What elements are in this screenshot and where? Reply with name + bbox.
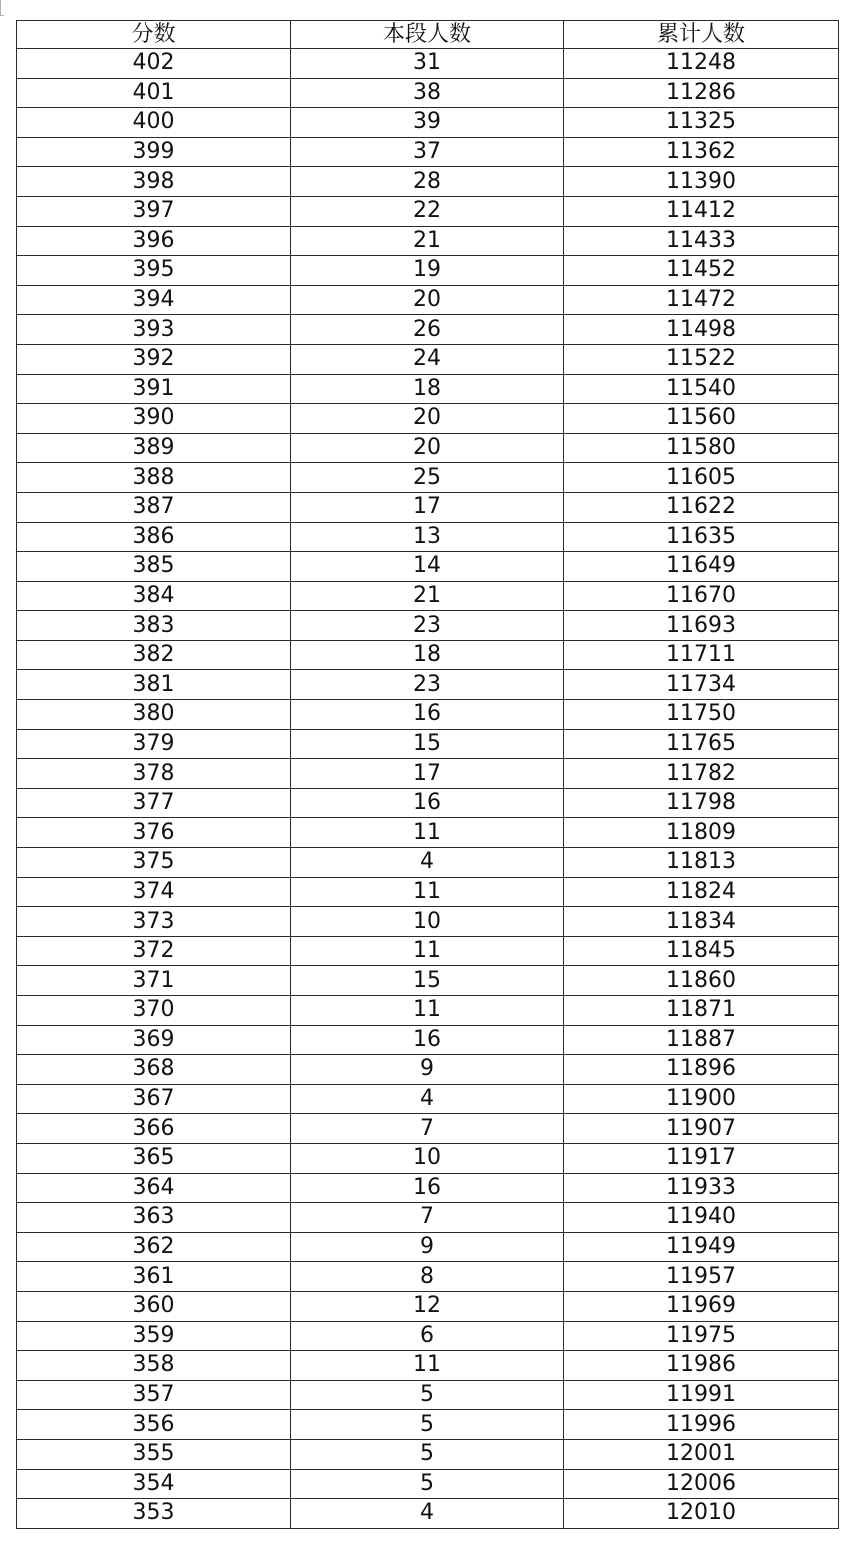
cell-segment-count: 24 [291,344,564,374]
cell-score: 400 [17,108,291,138]
table-row [17,1055,839,1085]
cell-score: 392 [17,344,291,374]
cell-cumulative-count: 11433 [564,226,839,256]
cell-score: 394 [17,285,291,315]
cell-segment-count: 19 [291,256,564,286]
table-row [17,877,839,907]
cell-cumulative-count: 11917 [564,1143,839,1173]
cell-cumulative-count: 11900 [564,1084,839,1114]
table-row [17,611,839,641]
cell-cumulative-count: 11622 [564,492,839,522]
table-row [17,966,839,996]
cell-score: 402 [17,49,291,79]
cell-segment-count: 4 [291,1084,564,1114]
cell-segment-count: 11 [291,818,564,848]
table-row [17,552,839,582]
cell-score: 368 [17,1055,291,1085]
table-row [17,1143,839,1173]
cell-score: 367 [17,1084,291,1114]
cell-score: 355 [17,1439,291,1469]
cell-segment-count: 18 [291,640,564,670]
cell-cumulative-count: 11907 [564,1114,839,1144]
table-row [17,1262,839,1292]
cell-segment-count: 16 [291,1173,564,1203]
cell-score: 385 [17,552,291,582]
cell-segment-count: 8 [291,1262,564,1292]
cell-segment-count: 16 [291,700,564,730]
cell-cumulative-count: 11498 [564,315,839,345]
table-row [17,936,839,966]
cell-cumulative-count: 11969 [564,1291,839,1321]
cell-score: 379 [17,729,291,759]
table-row [17,315,839,345]
table-row [17,1351,839,1381]
cell-cumulative-count: 11986 [564,1351,839,1381]
cell-cumulative-count: 11362 [564,137,839,167]
cell-segment-count: 10 [291,1143,564,1173]
cell-cumulative-count: 11649 [564,552,839,582]
cell-score: 399 [17,137,291,167]
cell-segment-count: 26 [291,315,564,345]
cell-segment-count: 5 [291,1410,564,1440]
cell-cumulative-count: 11635 [564,522,839,552]
cell-segment-count: 22 [291,196,564,226]
cell-segment-count: 12 [291,1291,564,1321]
table-row [17,907,839,937]
table-row [17,1410,839,1440]
cell-score: 364 [17,1173,291,1203]
cell-cumulative-count: 11991 [564,1380,839,1410]
cell-cumulative-count: 11412 [564,196,839,226]
table-row [17,78,839,108]
cell-segment-count: 15 [291,966,564,996]
cell-score: 389 [17,433,291,463]
table-row [17,1291,839,1321]
cell-segment-count: 15 [291,729,564,759]
cell-segment-count: 38 [291,78,564,108]
table-row [17,1469,839,1499]
header-row [17,21,839,49]
table-row [17,167,839,197]
cell-cumulative-count: 11540 [564,374,839,404]
cell-segment-count: 17 [291,759,564,789]
table-row [17,226,839,256]
cell-cumulative-count: 11887 [564,1025,839,1055]
cell-segment-count: 23 [291,611,564,641]
cell-cumulative-count: 11390 [564,167,839,197]
cell-score: 384 [17,581,291,611]
cell-segment-count: 18 [291,374,564,404]
cell-segment-count: 14 [291,552,564,582]
cell-segment-count: 28 [291,167,564,197]
cell-cumulative-count: 11750 [564,700,839,730]
table-row [17,49,839,79]
cell-score: 397 [17,196,291,226]
cell-cumulative-count: 11798 [564,788,839,818]
header-segment-count: 本段人数 [291,21,564,49]
cell-segment-count: 5 [291,1439,564,1469]
cell-score: 357 [17,1380,291,1410]
cell-cumulative-count: 11996 [564,1410,839,1440]
cell-cumulative-count: 11734 [564,670,839,700]
table-row [17,108,839,138]
cell-score: 377 [17,788,291,818]
table-row [17,848,839,878]
table-row [17,818,839,848]
cell-segment-count: 20 [291,404,564,434]
table-row [17,285,839,315]
cell-cumulative-count: 11871 [564,996,839,1026]
cell-score: 398 [17,167,291,197]
table-row [17,1499,839,1529]
cell-score: 372 [17,936,291,966]
table-row [17,640,839,670]
cell-segment-count: 7 [291,1114,564,1144]
cell-cumulative-count: 11670 [564,581,839,611]
cell-cumulative-count: 11286 [564,78,839,108]
cell-segment-count: 9 [291,1055,564,1085]
table-row [17,137,839,167]
cell-score: 370 [17,996,291,1026]
cell-segment-count: 16 [291,1025,564,1055]
cell-score: 354 [17,1469,291,1499]
table-row [17,1084,839,1114]
cell-segment-count: 4 [291,1499,564,1529]
cell-cumulative-count: 11693 [564,611,839,641]
cell-score: 378 [17,759,291,789]
table-row [17,759,839,789]
table-row [17,1203,839,1233]
cell-score: 361 [17,1262,291,1292]
table-row [17,788,839,818]
cell-score: 395 [17,256,291,286]
cell-segment-count: 11 [291,936,564,966]
cell-segment-count: 5 [291,1469,564,1499]
cell-segment-count: 9 [291,1232,564,1262]
score-distribution-table [16,20,839,1529]
table-row [17,374,839,404]
table-row [17,1380,839,1410]
cell-segment-count: 23 [291,670,564,700]
cell-segment-count: 11 [291,996,564,1026]
cell-score: 375 [17,848,291,878]
cell-segment-count: 6 [291,1321,564,1351]
cell-cumulative-count: 11472 [564,285,839,315]
cell-score: 374 [17,877,291,907]
cell-cumulative-count: 11896 [564,1055,839,1085]
cell-cumulative-count: 11782 [564,759,839,789]
cell-score: 359 [17,1321,291,1351]
cell-score: 365 [17,1143,291,1173]
cell-segment-count: 20 [291,433,564,463]
cell-score: 381 [17,670,291,700]
cell-score: 380 [17,700,291,730]
cell-cumulative-count: 11325 [564,108,839,138]
cell-cumulative-count: 11809 [564,818,839,848]
cell-cumulative-count: 11975 [564,1321,839,1351]
cell-score: 390 [17,404,291,434]
cell-cumulative-count: 11711 [564,640,839,670]
cell-cumulative-count: 11933 [564,1173,839,1203]
cell-score: 373 [17,907,291,937]
cell-cumulative-count: 11452 [564,256,839,286]
table-row [17,196,839,226]
cell-score: 358 [17,1351,291,1381]
table-row [17,404,839,434]
cell-score: 383 [17,611,291,641]
cell-score: 387 [17,492,291,522]
table-row [17,1439,839,1469]
cell-score: 353 [17,1499,291,1529]
cell-segment-count: 11 [291,1351,564,1381]
header-score: 分数 [17,21,291,49]
table-row [17,256,839,286]
cell-segment-count: 7 [291,1203,564,1233]
cell-cumulative-count: 11813 [564,848,839,878]
table-row [17,700,839,730]
table-row [17,670,839,700]
table-row [17,996,839,1026]
cell-segment-count: 39 [291,108,564,138]
cell-segment-count: 13 [291,522,564,552]
cell-score: 376 [17,818,291,848]
cell-score: 360 [17,1291,291,1321]
cell-segment-count: 21 [291,581,564,611]
cell-segment-count: 21 [291,226,564,256]
table-row [17,522,839,552]
cell-cumulative-count: 11560 [564,404,839,434]
cell-cumulative-count: 11940 [564,1203,839,1233]
cell-cumulative-count: 11957 [564,1262,839,1292]
cell-score: 401 [17,78,291,108]
cell-score: 396 [17,226,291,256]
cell-cumulative-count: 11522 [564,344,839,374]
cell-cumulative-count: 12006 [564,1469,839,1499]
table-row [17,581,839,611]
cell-segment-count: 16 [291,788,564,818]
cell-cumulative-count: 12001 [564,1439,839,1469]
cell-cumulative-count: 12010 [564,1499,839,1529]
table-header [17,21,839,49]
cell-score: 366 [17,1114,291,1144]
cell-cumulative-count: 11765 [564,729,839,759]
cell-segment-count: 25 [291,463,564,493]
cell-cumulative-count: 11605 [564,463,839,493]
cell-score: 356 [17,1410,291,1440]
cell-score: 363 [17,1203,291,1233]
cell-segment-count: 20 [291,285,564,315]
cell-segment-count: 11 [291,877,564,907]
table-row [17,492,839,522]
cell-score: 393 [17,315,291,345]
cell-segment-count: 5 [291,1380,564,1410]
cell-cumulative-count: 11824 [564,877,839,907]
table-row [17,344,839,374]
cell-segment-count: 31 [291,49,564,79]
cell-score: 371 [17,966,291,996]
cell-segment-count: 10 [291,907,564,937]
table-row [17,1321,839,1351]
cell-segment-count: 37 [291,137,564,167]
table-row [17,1025,839,1055]
table-row [17,433,839,463]
cell-cumulative-count: 11845 [564,936,839,966]
cell-cumulative-count: 11834 [564,907,839,937]
cell-cumulative-count: 11860 [564,966,839,996]
table-row [17,1114,839,1144]
cell-segment-count: 4 [291,848,564,878]
cell-score: 369 [17,1025,291,1055]
page-corner-mark [0,0,4,16]
table-row [17,729,839,759]
cell-cumulative-count: 11580 [564,433,839,463]
cell-cumulative-count: 11248 [564,49,839,79]
cell-score: 388 [17,463,291,493]
table-row [17,1232,839,1262]
table-row [17,463,839,493]
cell-score: 386 [17,522,291,552]
table-row [17,1173,839,1203]
cell-segment-count: 17 [291,492,564,522]
table-body [17,49,839,1529]
cell-score: 362 [17,1232,291,1262]
cell-score: 391 [17,374,291,404]
cell-cumulative-count: 11949 [564,1232,839,1262]
cell-score: 382 [17,640,291,670]
header-cumulative-count: 累计人数 [564,21,839,49]
